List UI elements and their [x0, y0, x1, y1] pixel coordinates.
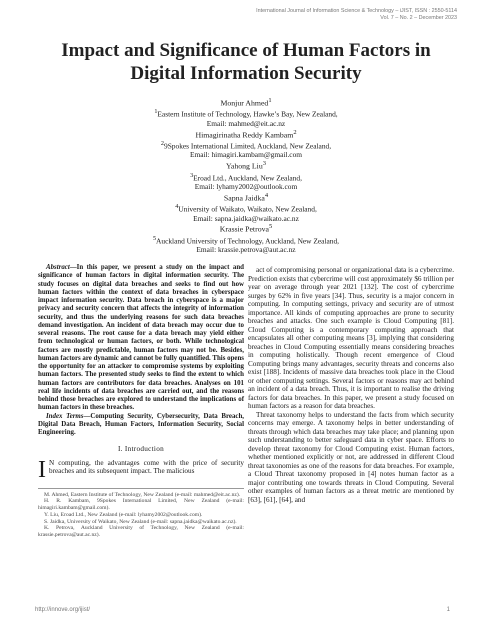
author-name: Krassie Petrova$^5$: [219, 223, 273, 234]
abstract-text: —In this paper, we present a study on the impact and significance of human factors in digital information security. The study focuses on digital data breaches and seeks to find out how human factors within the context of data breaches in cyberspace impact information security. Data breach in cyberspace is a major privacy and security concern that affects the integrity of information security, and thus the underlying reasons for such data breaches demand investigation. An incident of data breach may occur due to several reasons. The root cause for a data breach may yield either from technological or human factors, or both. While technological factors are mostly predictable, human factors may not be. Besides, human factors are dynamic and cannot be fully quantified. This opens the opportunity for an attacker to compromise systems by exploiting human factors. The presented study seeks to find the extent to which human factors are contributors for data breaches. Analyses on 101 real life incidents of data breaches are carried out, and the reasons behind those breaches are explored to understand the implications of human factors in these breaches.: [38, 264, 244, 412]
abstract-lead: Abstract: [46, 264, 70, 271]
author-entry: [66, 192, 426, 224]
introduction-text: N computing, the advantages come with the price of security breaches and its subsequent impact. The malicious: [49, 458, 244, 476]
drop-cap: I: [38, 456, 46, 483]
abstract: [38, 264, 244, 413]
author-email: Email: sapna.jaidka@waikato.ac.nz: [193, 213, 299, 223]
paper-title: Impact and Significance of Human Factors in Digital Information Security: [61, 40, 431, 84]
author-affiliation: $^3$Eroad Ltd., Auckland, New Zealand,: [190, 172, 302, 183]
journal-header: [256, 8, 457, 22]
body-paragraph: act of compromising personal or organizational data is a cybercrime. Prediction exists that cybercrime will cost approximately $6 trillion per year on average through year 2021 [132]. The cost of cybercrime surges by 62% in five years [34]. Thus, security is a major concern in computing. In computing settings, privacy and security are of utmost importance. All kinds of computing approaches are prone to security breaches and attacks. One such example is Cloud Computing [81]. Cloud Computing is a contemporary computing approach that encapsulates all other computing means [3], implying that considering breaches in Cloud Computing essentially means considering breaches in computing holistically. Though recent emergence of Cloud Computing brings many advantages, security threats and concerns also exist [188]. Incidents of massive data breaches took place in the Cloud or other computing settings. Several factors or reasons may act behind an incident of a data breach. Thus, it is important to realise the driving factors for data breaches. In this paper, we present a study focused on human factors as a reason for data breaches.: [248, 266, 454, 410]
footnote: S. Jaidka, University of Waikato, New Zealand (e-mail: sapna.jaidka@waikato.ac.nz).: [44, 518, 237, 525]
author-email: Email: himagiri.kambam@gmail.com: [189, 150, 303, 160]
author-entry: [66, 97, 426, 129]
author-name: Himagirinatha Reddy Kambam$^2$: [195, 128, 297, 140]
footnote: H. R. Kambam, 9Spokes International Limited, New Zealand (e-mail: himagiri.kambam@gmail.com).: [38, 498, 244, 512]
footnotes: [38, 488, 244, 539]
author-name: Monjur Ahmed$^1$: [220, 97, 272, 108]
journal-issue: Vol. 7 – No. 2 – December 2023: [380, 15, 457, 21]
author-affiliation: $^1$Eastern Institute of Technology, Hawke’s Bay, New Zealand,: [154, 109, 338, 119]
left-column: [38, 264, 244, 539]
footnote: M. Ahmed, Eastern Institute of Technology, New Zealand (e-mail: mahmed@eit.ac.nz).: [44, 491, 241, 498]
section-heading: I. Introduction: [117, 445, 165, 454]
author-email: Email: mahmed@eit.ac.nz: [206, 118, 286, 128]
footer-url[interactable]: http://innove.org/ijist/: [35, 607, 91, 613]
author-email: Email: krassie.petrova@aut.ac.nz: [196, 245, 296, 255]
author-name: Sapna Jaidka$^4$: [223, 191, 269, 203]
index-terms-text: —Computing Security, Cybersecurity, Data Breach, Digital Data Breach, Human Factors, Information Security, Social Engineering.: [38, 412, 245, 436]
footnote: K. Petrova, Auckland University of Technology, New Zealand (e-mail: krassie.petrova@aut.ac.nz).: [38, 525, 244, 538]
index-terms: [38, 413, 244, 438]
author-entry: [66, 160, 426, 192]
author-affiliation: $^5$Auckland University of Technology, Auckland, New Zealand,: [152, 235, 340, 246]
journal-name: International Journal of Information Science & Technology – iJIST, ISSN : 2550-5114: [256, 8, 457, 14]
author-entry: [66, 129, 426, 161]
author-entry: [66, 223, 426, 255]
page-number: 1: [446, 607, 450, 613]
author-name: Yahong Liu$^3$: [226, 160, 266, 171]
right-column: [248, 266, 454, 504]
author-affiliation: $^4$University of Waikato, Waikato, New Zealand,: [175, 204, 317, 214]
author-affiliation: $^2$9Spokes International Limited, Auckland, New Zealand,: [160, 141, 332, 151]
introduction-paragraph: [38, 456, 244, 483]
footnote: Y. Liu, Eroad Ltd., New Zealand (e-mail: lyhamy2002@outlook.com).: [44, 511, 203, 518]
index-terms-lead: Index Terms: [46, 412, 84, 420]
body-paragraph: Threat taxonomy helps to understand the facts from which security concerns may emerge. A taxonomy helps in better understanding of threats through which data breaches may take place; and planning upon such understanding to better safeguard data in cyber space. Efforts to develop threat taxonomy for Cloud Computing exist. Human factors, whether mentioned explicitly or not, are addressed in different Cloud threat taxonomies as one of the reasons for data breaches. For example, a Cloud Threat taxonomy proposed in [4] notes human factor as a major contributing one towards threats in Cloud Computing. Several other examples of human factors as a threat metric are mentioned by [63], [61], [64], and: [248, 410, 454, 504]
author-block: [66, 97, 426, 255]
author-email: Email: lyhamy2002@outlook.com: [194, 181, 298, 191]
